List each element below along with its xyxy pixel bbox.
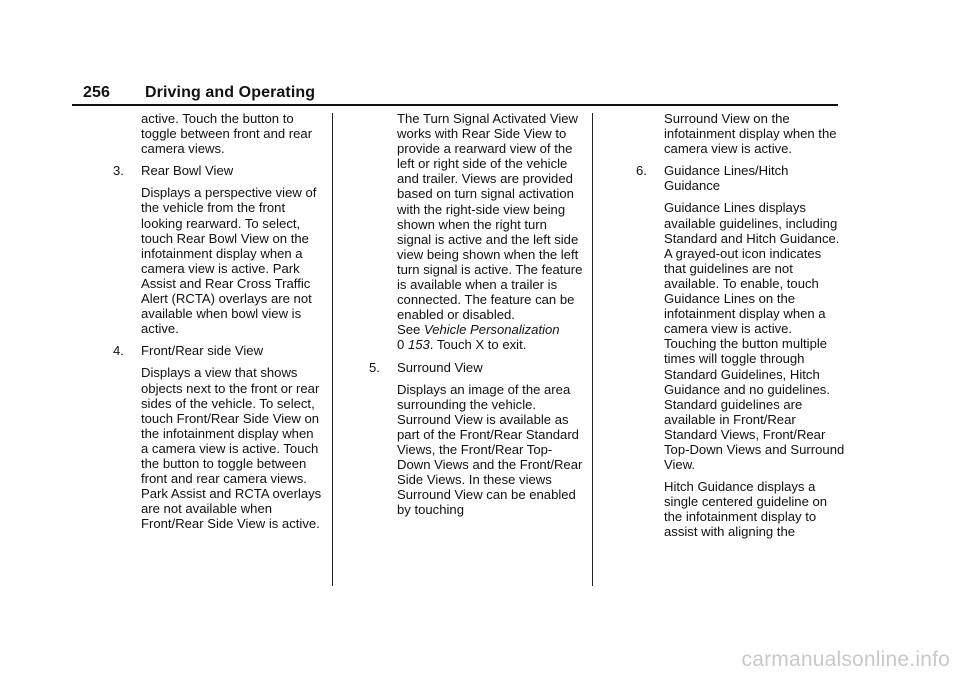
- see-label: See: [397, 322, 421, 338]
- list-number: 3.: [113, 163, 124, 179]
- list-title: Rear Bowl View: [141, 163, 234, 179]
- list-item-front-rear-side-view: [113, 343, 323, 358]
- paragraph-surround-view: Displays an image of the area surrounding the vehicle. Surround View is available as part of the Front/Rear Standard Views, the Front/Rear Top-Down Views and the Front/Rear Side Views. In these views Surround View can be enabled by touching: [397, 381, 583, 518]
- paragraph-continued: Surround View on the infotainment display when the camera view is active.: [664, 111, 837, 157]
- list-item-guidance-lines: [636, 163, 846, 193]
- paragraph-rear-bowl-view: Displays a perspective view of the vehicle from the front looking rearward. To select, touch Rear Bowl View on the infotainment display when a camera view is active. Park Assist and Rear Cross Traffic Alert (RCTA) overlays are not available when bowl view is active.: [141, 185, 317, 337]
- page-ref-arrow-icon: 0: [397, 337, 405, 353]
- list-item-rear-bowl-view: [113, 163, 323, 178]
- paragraph-turn-signal-view: [369, 111, 583, 353]
- column-1: [113, 111, 323, 538]
- list-title: Front/Rear side View: [141, 343, 264, 359]
- turn-signal-text: The Turn Signal Activated View works with Rear Side View to provide a rearward view of the left or right side of the vehicle and trailer. Views are provided based on turn signal activation with the right-side view being shown when the right turn signal is active and the left side view being shown when the left turn signal is active. The feature is available when a trailer is connected. The feature can be enabled or disabled.: [397, 111, 583, 323]
- column-2: [369, 111, 583, 524]
- paragraph-front-rear-side-view: Displays a view that shows objects next to the front or rear sides of the vehicle. To select, touch Front/Rear Side View on the infotainment display when a camera view is active. Touch the button to toggle between front and rear camera views. Park Assist and RCTA overlays are not available when Front/Rear Side View is active.: [141, 365, 322, 532]
- column-divider: [332, 113, 333, 586]
- list-title: Surround View: [397, 359, 483, 375]
- paragraph-hitch-guidance: Hitch Guidance displays a single centered guideline on the infotainment display to assist with aligning the: [664, 479, 828, 540]
- list-number: 5.: [369, 359, 380, 375]
- paragraph-continued: active. Touch the button to toggle between front and rear camera views.: [141, 111, 313, 157]
- column-3: [636, 111, 846, 547]
- list-number: 4.: [113, 343, 124, 359]
- page-reference[interactable]: 153: [407, 337, 430, 353]
- column-divider: [592, 113, 593, 586]
- reference-tail: . Touch X to exit.: [429, 337, 527, 353]
- section-title: Driving and Operating: [145, 84, 316, 101]
- page-number: 256: [83, 84, 110, 101]
- list-title: Guidance Lines/Hitch Guidance: [664, 163, 789, 194]
- list-number: 6.: [636, 163, 647, 179]
- cross-reference-link[interactable]: Vehicle Personalization: [423, 322, 560, 338]
- watermark: carmanualsonline.info: [741, 648, 950, 671]
- paragraph-guidance-lines: Guidance Lines displays available guidelines, including Standard and Hitch Guidance.: [664, 200, 840, 246]
- header-rule: [72, 104, 838, 106]
- paragraph-grayed-out-icon: A grayed-out icon indicates that guidelines are not available. To enable, touch Guidance Lines on the infotainment display when a camera view is active. Touching the button multiple times will toggle through Standard Guidelines, Hitch Guidance and no guidelines. Standard guidelines are available in Front/Rear Standard Views, Front/Rear Top-Down Views and Surround View.: [664, 245, 845, 473]
- list-item-surround-view: [369, 360, 583, 375]
- page-header: [83, 84, 315, 102]
